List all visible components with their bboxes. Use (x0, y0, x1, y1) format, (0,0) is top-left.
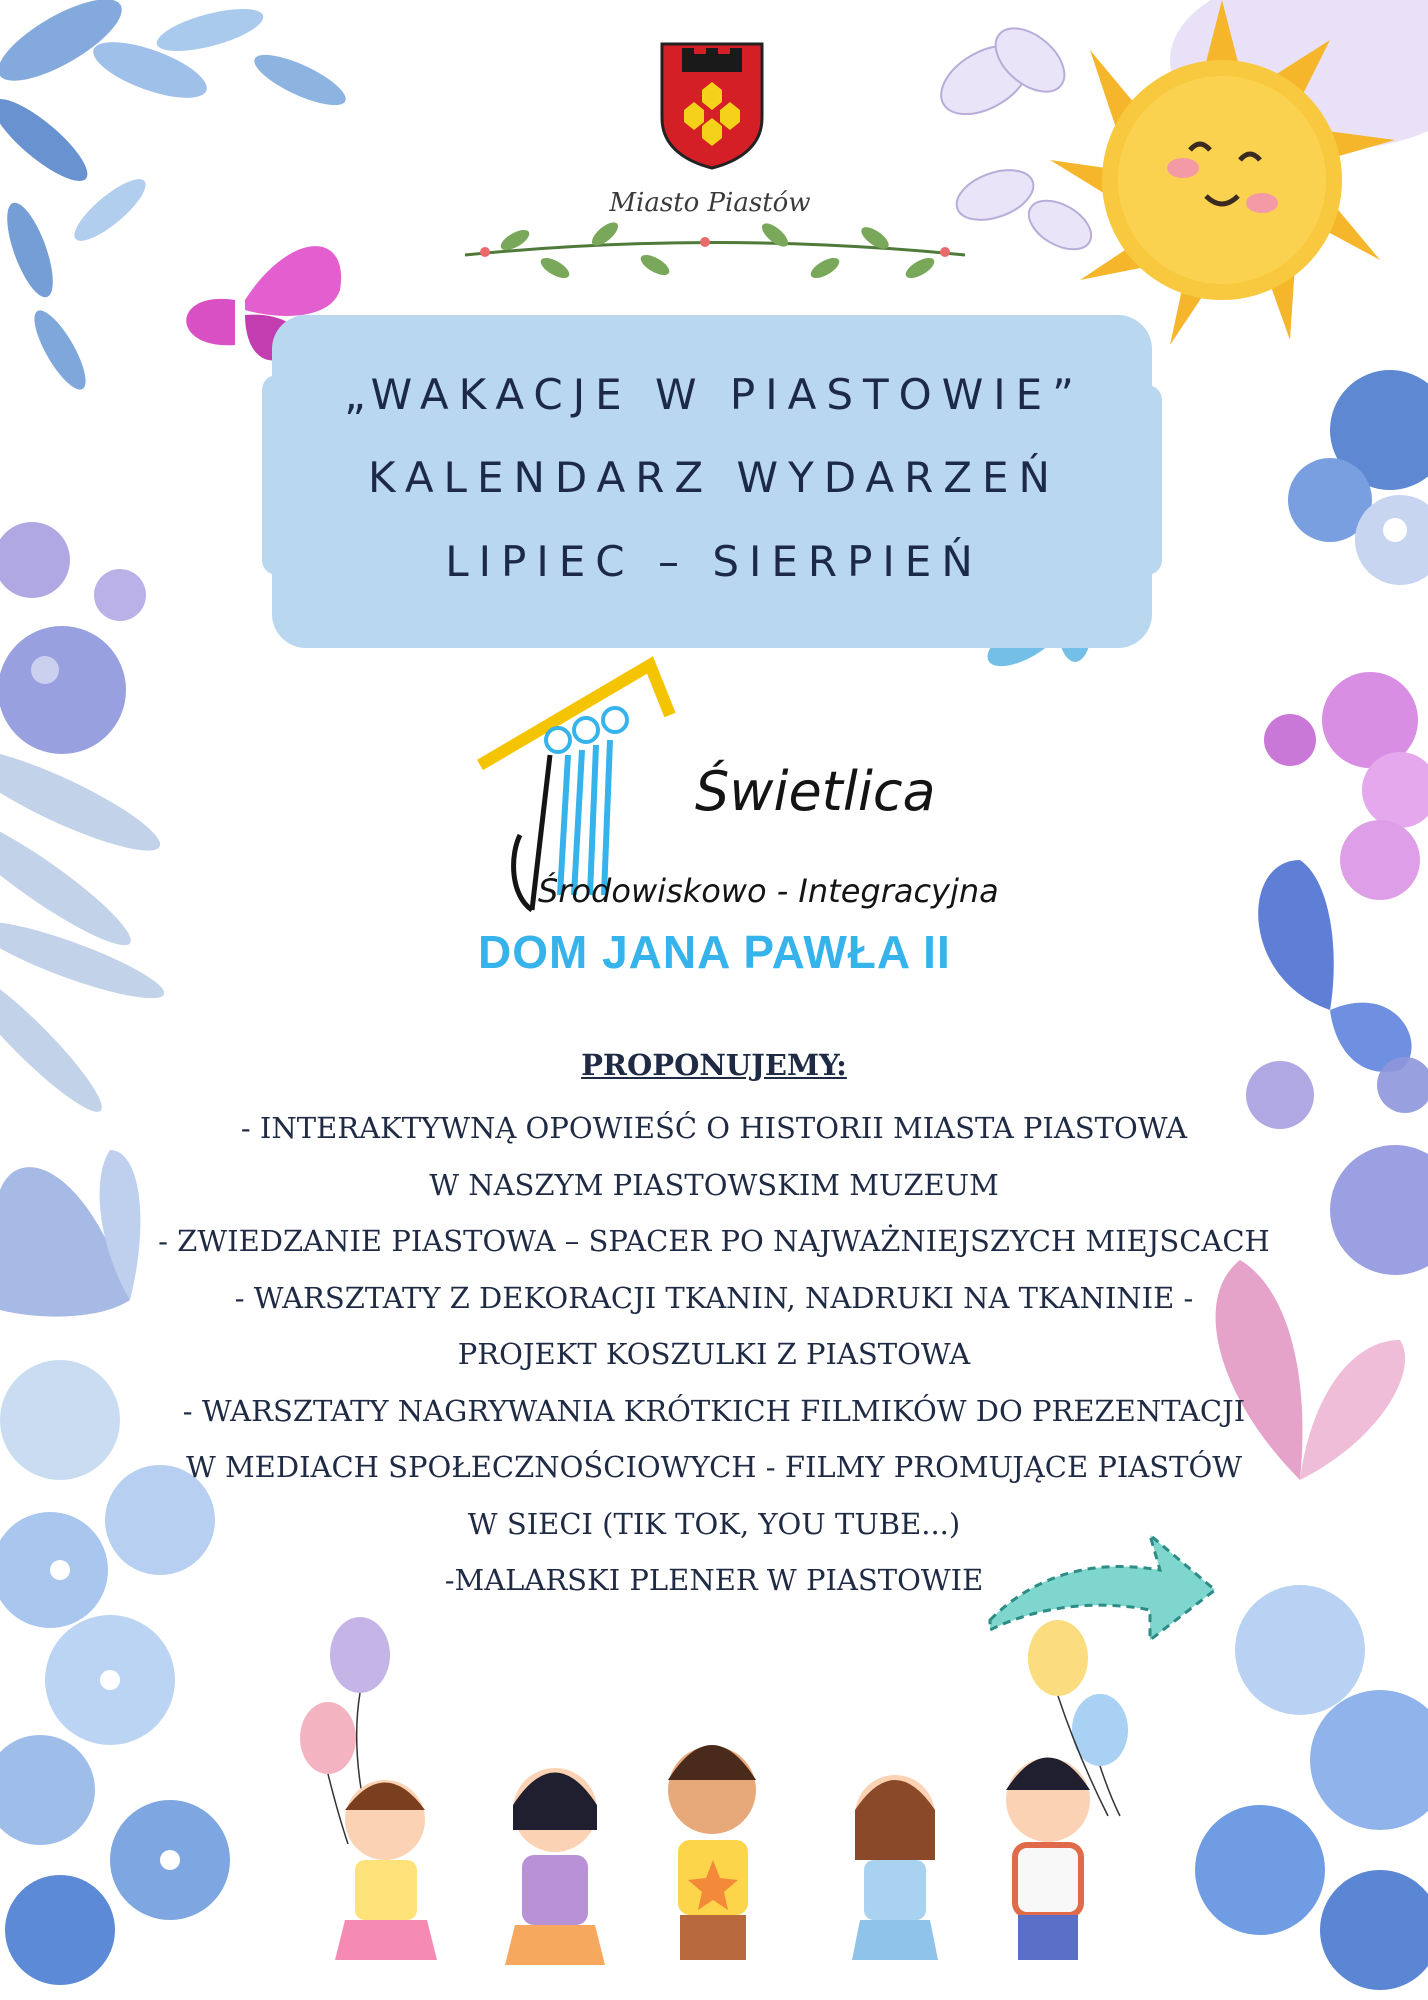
organizer-logo-word: Świetlica (695, 760, 936, 823)
list-item: - WARSZTATY NAGRYWANIA KRÓTKICH FILMIKÓW DO PREZENTACJI (182, 1393, 1246, 1428)
organizer-logo-subtitle: Środowiskowo - Integracyjna (538, 872, 999, 910)
list-item: - INTERAKTYWNĄ OPOWIEŚĆ O HISTORII MIASTA PIASTOWA (240, 1111, 1188, 1145)
list-item: W MEDIACH SPOŁECZNOŚCIOWYCH - FILMY PROMUJĄCE PIASTÓW (185, 1450, 1243, 1484)
offer-list (0, 1100, 1428, 1609)
event-title: „WAKACJE W PIASTOWIE” (344, 370, 1084, 419)
event-subtitle: KALENDARZ WYDARZEŃ (368, 453, 1060, 502)
vine-decoration (455, 210, 975, 300)
city-name-signature: Miasto Piastów (609, 188, 811, 218)
flower-icon (1195, 1585, 1428, 1990)
list-item: - ZWIEDZANIE PIASTOWA – SPACER PO NAJWAŻNIEJSZYCH MIEJSCACH (158, 1224, 1270, 1258)
list-item: PROJEKT KOSZULKI Z PIASTOWA (457, 1337, 971, 1371)
list-item: W NASZYM PIASTOWSKIM MUZEUM (429, 1167, 999, 1202)
list-item: - WARSZTATY Z DEKORACJI TKANIN, NADRUKI NA TKANINIE - (234, 1280, 1194, 1315)
event-period: LIPIEC – SIERPIEŃ (445, 537, 983, 586)
coat-of-arms-icon (658, 40, 766, 170)
organizer-name: DOM JANA PAWŁA II (478, 926, 951, 978)
list-item: W SIECI (TIK TOK, YOU TUBE...) (467, 1506, 961, 1541)
offer-heading: PROPONUJEMY: (581, 1048, 847, 1082)
list-item: -MALARSKI PLENER W PIASTOWIE (444, 1563, 984, 1597)
children-illustration (335, 1745, 1090, 1965)
